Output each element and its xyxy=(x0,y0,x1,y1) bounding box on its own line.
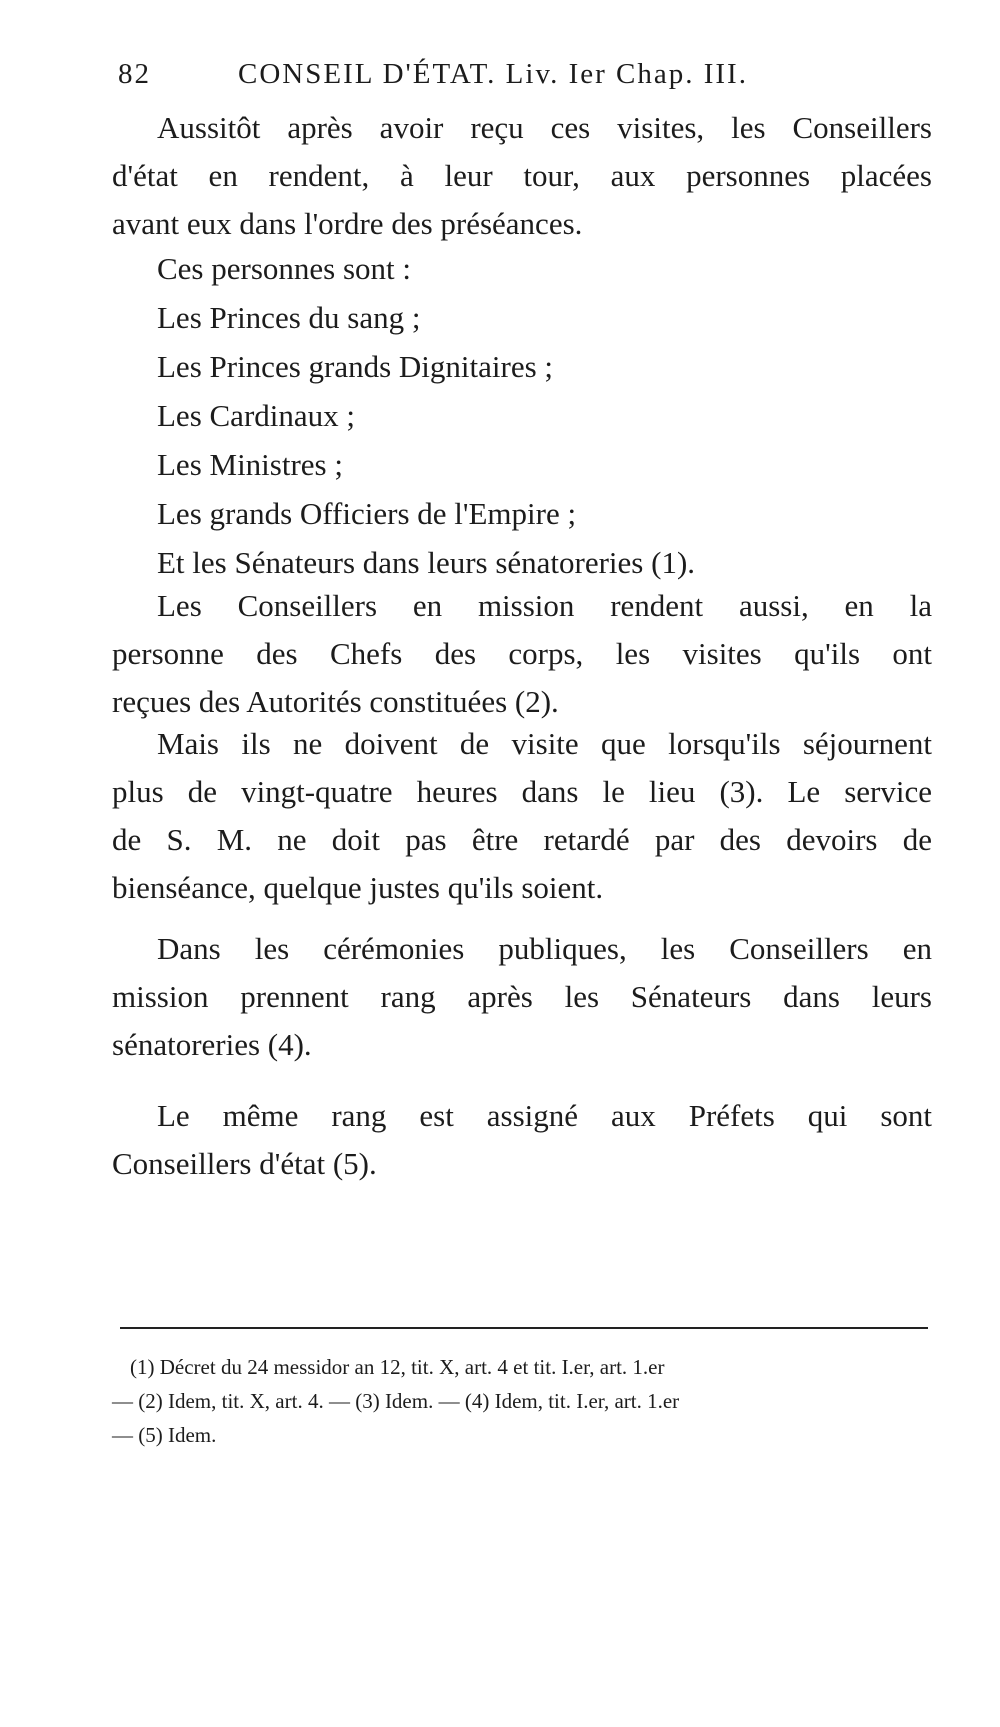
text-line: bienséance, quelque justes qu'ils soient. xyxy=(112,870,604,905)
text-line: Les Conseillers en mission rendent aussi, en la xyxy=(157,588,932,623)
paragraph-mission-visits xyxy=(112,582,932,726)
text-line: plus de vingt-quatre heures dans le lieu (3). Le service xyxy=(112,774,932,809)
list-item: Et les Sénateurs dans leurs sénatoreries (1). xyxy=(157,545,696,580)
list-item: Les grands Officiers de l'Empire ; xyxy=(157,496,577,531)
list-item: Les Cardinaux ; xyxy=(157,398,356,433)
list-item: Les Princes du sang ; xyxy=(157,300,421,335)
list-item: Les Ministres ; xyxy=(157,447,343,482)
paragraph-ceremonies xyxy=(112,925,932,1069)
text-line: Aussitôt après avoir reçu ces visites, les Conseillers xyxy=(157,110,932,145)
paragraph-visit-duty xyxy=(112,720,932,912)
footnotes xyxy=(112,1350,932,1452)
text-line: de S. M. ne doit pas être retardé par des devoirs de xyxy=(112,822,932,857)
list-intro: Ces personnes sont : xyxy=(157,251,412,286)
text-line: Le même rang est assigné aux Préfets qui sont xyxy=(157,1098,932,1133)
footnote-line: — (5) Idem. xyxy=(112,1423,217,1447)
text-line: mission prennent rang après les Sénateurs dans leurs xyxy=(112,979,932,1014)
text-line: Mais ils ne doivent de visite que lorsqu'ils séjournent xyxy=(157,726,932,761)
text-line: Conseillers d'état (5). xyxy=(112,1146,377,1181)
text-line: personne des Chefs des corps, les visites qu'ils ont xyxy=(112,636,932,671)
text-line: Dans les cérémonies publiques, les Conseillers en xyxy=(157,931,932,966)
page-number: 82 xyxy=(118,58,151,90)
paragraph-prefects xyxy=(112,1092,932,1188)
text-line: d'état en rendent, à leur tour, aux personnes placées xyxy=(112,158,932,193)
footnote-line: (1) Décret du 24 messidor an 12, tit. X, art. 4 et tit. I.er, art. 1.er xyxy=(130,1355,665,1379)
text-line: reçues des Autorités constituées (2). xyxy=(112,684,559,719)
text-line: sénatoreries (4). xyxy=(112,1027,312,1062)
paragraph-visits xyxy=(112,104,932,248)
list-item: Les Princes grands Dignitaires ; xyxy=(157,349,554,384)
precedence-list xyxy=(157,244,695,587)
running-head-title: CONSEIL D'ÉTAT. Liv. Ier Chap. III. xyxy=(238,58,748,90)
footnote-line: — (2) Idem, tit. X, art. 4. — (3) Idem. — (4) Idem, tit. I.er, art. 1.er xyxy=(112,1389,680,1413)
footnote-divider xyxy=(120,1327,928,1329)
text-line: avant eux dans l'ordre des préséances. xyxy=(112,206,583,241)
